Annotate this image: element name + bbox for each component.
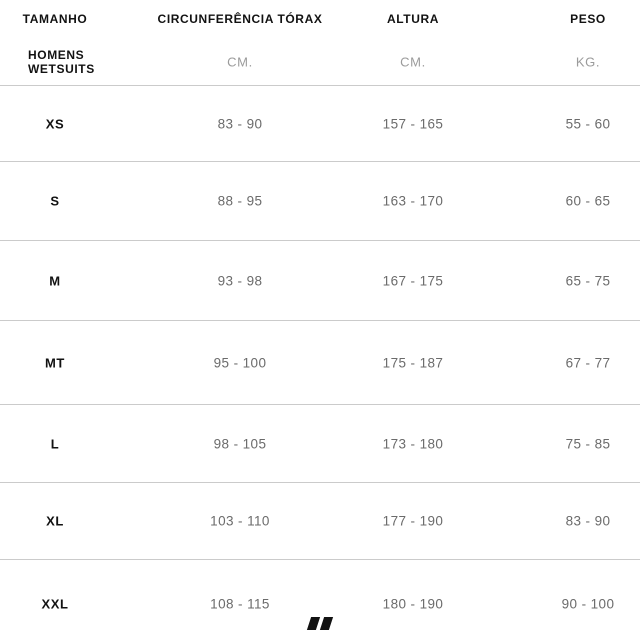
brand-logo xyxy=(309,617,331,630)
weight-cell: 90 - 100 xyxy=(561,596,615,611)
height-cell: 177 - 190 xyxy=(382,513,444,529)
chest-cell: 108 - 115 xyxy=(210,596,270,611)
table-row xyxy=(0,161,640,240)
chest-cell: 95 - 100 xyxy=(213,355,267,370)
column-header-weight: PESO xyxy=(570,12,606,26)
weight-cell: 65 - 75 xyxy=(565,273,611,288)
unit-label-height: CM. xyxy=(400,54,426,69)
chest-cell: 83 - 90 xyxy=(217,116,263,131)
chest-cell: 93 - 98 xyxy=(217,273,263,288)
height-cell: 157 - 165 xyxy=(382,116,444,131)
height-cell: 167 - 175 xyxy=(382,273,444,288)
category-label-line2: WETSUITS xyxy=(28,61,95,76)
table-row xyxy=(0,320,640,404)
category-label xyxy=(28,48,95,76)
size-cell: MT xyxy=(45,355,65,370)
height-cell: 173 - 180 xyxy=(382,436,444,451)
height-cell: 163 - 170 xyxy=(382,193,444,209)
size-cell: XL xyxy=(46,513,64,529)
height-cell: 180 - 190 xyxy=(382,596,444,611)
column-header-size: TAMANHO xyxy=(22,12,88,26)
weight-cell: 75 - 85 xyxy=(565,436,611,451)
column-header-height: ALTURA xyxy=(386,12,440,26)
table-subheader-row xyxy=(0,38,640,85)
weight-cell: 60 - 65 xyxy=(565,193,611,209)
weight-cell: 83 - 90 xyxy=(565,513,611,529)
size-cell: XS xyxy=(45,116,65,131)
column-header-chest: CIRCUNFERÊNCIA TÓRAX xyxy=(157,12,323,26)
table-row xyxy=(0,404,640,482)
unit-label-weight: KG. xyxy=(575,54,601,69)
weight-cell: 67 - 77 xyxy=(565,355,611,370)
chest-cell: 88 - 95 xyxy=(217,193,263,209)
category-label-line1: HOMENS xyxy=(28,47,85,62)
chest-cell: 103 - 110 xyxy=(210,513,270,529)
table-header-row xyxy=(0,0,640,38)
unit-label-chest: CM. xyxy=(227,54,253,69)
size-cell: XXL xyxy=(41,596,69,611)
table-row xyxy=(0,240,640,320)
table-row xyxy=(0,482,640,559)
table-body xyxy=(0,85,640,640)
chest-cell: 98 - 105 xyxy=(213,436,267,451)
height-cell: 175 - 187 xyxy=(382,355,444,370)
weight-cell: 55 - 60 xyxy=(565,116,611,131)
table-row xyxy=(0,85,640,161)
size-cell: L xyxy=(50,436,60,451)
slash-icon xyxy=(307,617,320,630)
size-cell: S xyxy=(50,193,60,209)
size-cell: M xyxy=(49,273,61,288)
